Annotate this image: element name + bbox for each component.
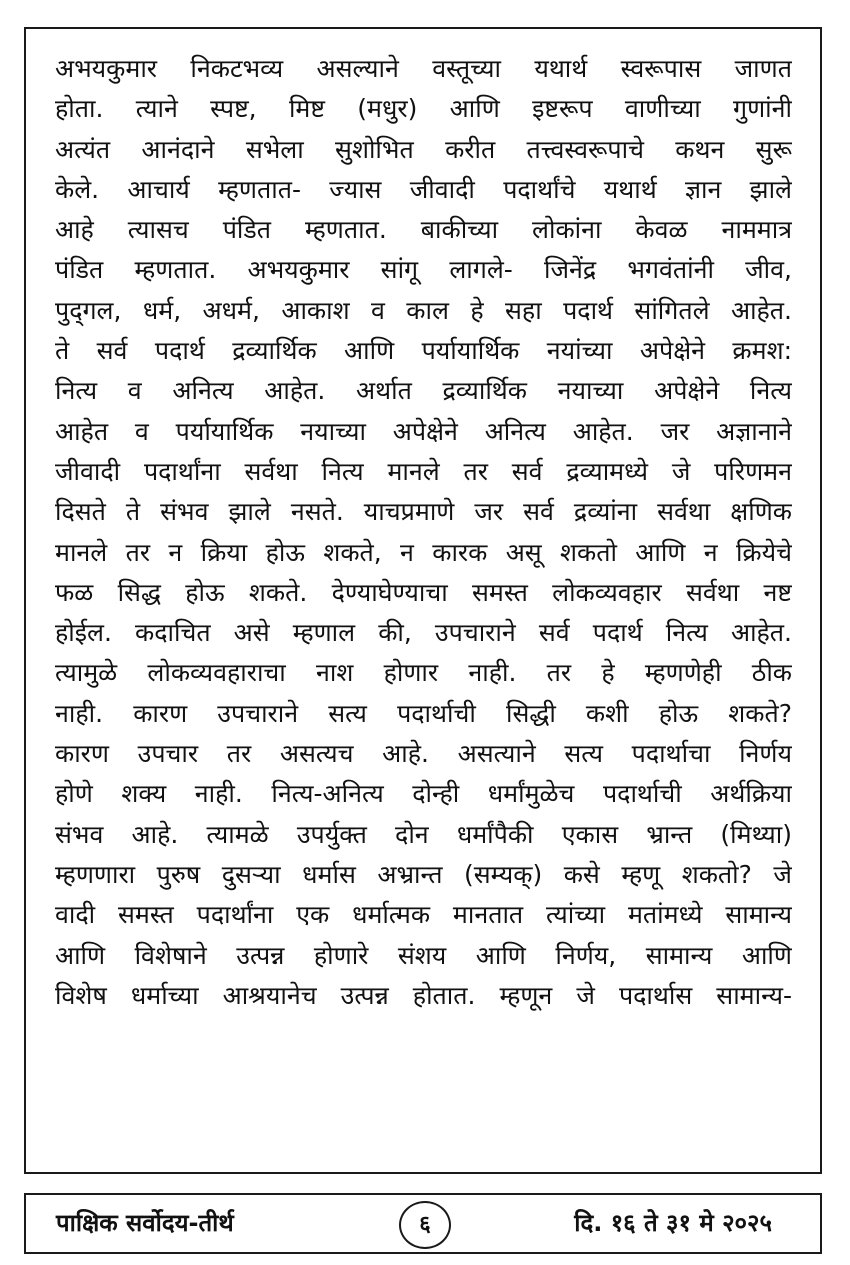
text-line: म्हणणारा पुरुष दुसऱ्या धर्मास अभ्रान्त (सम्यक्) कसे म्हणू शकतो? जे [55,859,792,889]
text-line: विशेष धर्माच्या आश्रयानेच उत्पन्न होतात. म्हणून जे पदार्थास सामान्य- [55,980,792,1010]
text-line: कारण उपचार तर असत्यच आहे. असत्याने सत्य पदार्थाचा निर्णय [55,739,792,769]
text-line: आहे त्यासच पंडित म्हणतात. बाकीच्या लोकांना केवळ नाममात्र [55,215,792,245]
text-line: पंडित म्हणतात. अभयकुमार सांगू लागले- जिनेंद्र भगवंतांनी जीव, [55,255,792,285]
text-line: नाही. कारण उपचाराने सत्य पदार्थाची सिद्धी कशी होऊ शकते? [55,698,792,728]
text-line: पुद्‌गल, धर्म, अधर्म, आकाश व काल हे सहा पदार्थ सांगितले आहेत. [55,295,792,325]
text-line: अत्यंत आनंदाने सभेला सुशोभित करीत तत्त्वस्वरूपाचे कथन सुरू [55,134,792,164]
publication-name: पाक्षिक सर्वोदय-तीर्थ [56,1209,234,1237]
text-line: होईल. कदाचित असे म्हणाल की, उपचाराने सर्व पदार्थ नित्य आहेत. [55,618,792,648]
text-line: होणे शक्य नाही. नित्य-अनित्य दोन्ही धर्मांमुळेच पदार्थाची अर्थक्रिया [55,779,792,809]
page-number: ६ [399,1201,451,1249]
text-line: आणि विशेषाने उत्पन्न होणारे संशय आणि निर्णय, सामान्य आणि [55,940,792,970]
article-text-box [24,27,822,1174]
issue-date: दि. १६ ते ३१ मे २०२५ [574,1209,772,1237]
text-line: होता. त्याने स्पष्ट, मिष्ट (मधुर) आणि इष्टरूप वाणीच्या गुणांनी [55,94,792,124]
article-body [55,49,792,1016]
text-line: अभयकुमार निकटभव्य असल्याने वस्तूच्या यथार्थ स्वरूपास जाणत [55,54,792,83]
text-line: फळ सिद्ध होऊ शकते. देण्याघेण्याचा समस्त लोकव्यवहार सर्वथा नष्ट [55,577,792,607]
page-footer [24,1193,822,1254]
text-line: नित्य व अनित्य आहेत. अर्थात द्रव्यार्थिक नयाच्या अपेक्षेने नित्य [55,376,792,406]
text-line: संभव आहे. त्यामळे उपर्युक्त दोन धर्मांपैकी एकास भ्रान्त (मिथ्या) [55,819,792,849]
text-line: ते सर्व पदार्थ द्रव्यार्थिक आणि पर्यायार्थिक नयांच्या अपेक्षेने क्रमश: [55,336,792,366]
text-line: केले. आचार्य म्हणतात- ज्यास जीवादी पदार्थांचे यथार्थ ज्ञान झाले [55,174,792,204]
text-line: जीवादी पदार्थांना सर्वथा नित्य मानले तर सर्व द्रव्यामध्ये जे परिणमन [55,456,792,486]
text-line: वादी समस्त पदार्थांना एक धर्मात्मक मानतात त्यांच्या मतांमध्ये सामान्य [55,900,792,930]
text-line: आहेत व पर्यायार्थिक नयाच्या अपेक्षेने अनित्य आहेत. जर अज्ञानाने [55,416,792,446]
text-line: त्यामुळे लोकव्यवहाराचा नाश होणार नाही. तर हे म्हणणेही ठीक [55,658,792,688]
text-line: दिसते ते संभव झाले नसते. याचप्रमाणे जर सर्व द्रव्यांना सर्वथा क्षणिक [55,497,792,527]
text-line: मानले तर न क्रिया होऊ शकते, न कारक असू शकतो आणि न क्रियेचे [55,537,792,567]
